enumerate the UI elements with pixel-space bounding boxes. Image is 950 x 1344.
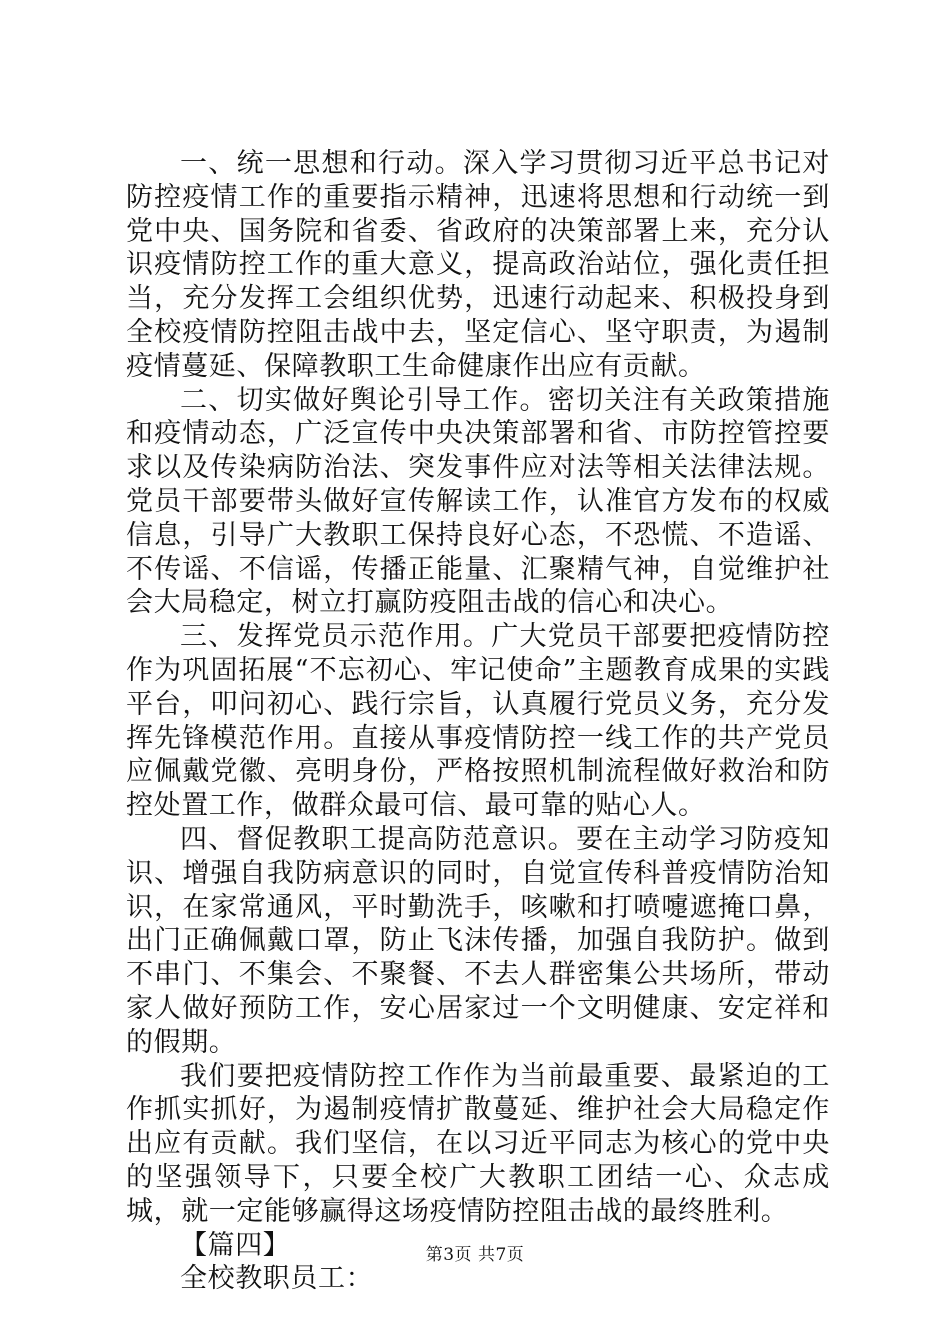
document-body: [126, 147, 830, 1296]
section-heading: 【篇四】: [180, 1229, 291, 1261]
paragraph-2: 二、切实做好舆论引导工作。密切关注有关政策措施和疫情动态，广泛宣传中央决策部署和省、市防控管控要求以及传染病防治法、突发事件应对法等相关法律法规。党员干部要带头做好宣传解读工作，认准官方发布的权威信息，引导广大教职工保持良好心态，不恐慌、不造谣、不传谣、不信谣，传播正能量、汇聚精气神，自觉维护社会大局稳定，树立打赢防疫阻击战的信心和决心。: [126, 384, 830, 619]
salutation: 全校教职员工：: [180, 1263, 374, 1295]
paragraph-5: 我们要把疫情防控工作作为当前最重要、最紧迫的工作抓实抓好，为遏制疫情扩散蔓延、维护社会大局稳定作出应有贡献。我们坚信，在以习近平同志为核心的党中央的坚强领导下，只要全校广大教职工团结一心、众志成城，就一定能够赢得这场疫情防控阻击战的最终胜利。: [126, 1060, 830, 1227]
paragraph-4: 四、督促教职工提高防范意识。要在主动学习防疫知识、增强自我防病意识的同时，自觉宣传科普疫情防治知识，在家常通风，平时勤洗手，咳嗽和打喷嚏遮掩口鼻，出门正确佩戴口罩，防止飞沫传播，加强自我防护。做到不串门、不集会、不聚餐、不去人群密集公共场所，带动家人做好预防工作，安心居家过一个文明健康、安定祥和的假期。: [126, 823, 830, 1058]
paragraph-1: 一、统一思想和行动。深入学习贯彻习近平总书记对防控疫情工作的重要指示精神，迅速将思想和行动统一到党中央、国务院和省委、省政府的决策部署上来，充分认识疫情防控工作的重大意义，提高政治站位，强化责任担当，充分发挥工会组织优势，迅速行动起来、积极投身到全校疫情防控阻击战中去，坚定信心、坚守职责，为遏制疫情蔓延、保障教职工生命健康作出应有贡献。: [126, 148, 830, 382]
paragraph-3: 三、发挥党员示范作用。广大党员干部要把疫情防控作为巩固拓展“不忘初心、牢记使命”主题教育成果的实践平台，叩问初心、践行宗旨，认真履行党员义务，充分发挥先锋模范作用。直接从事疫情防控一线工作的共产党员应佩戴党徽、亮明身份，严格按照机制流程做好救治和防控处置工作，做群众最可信、最可靠的贴心人。: [126, 621, 830, 822]
page-number-footer: 第3页 共7页: [425, 1245, 525, 1265]
